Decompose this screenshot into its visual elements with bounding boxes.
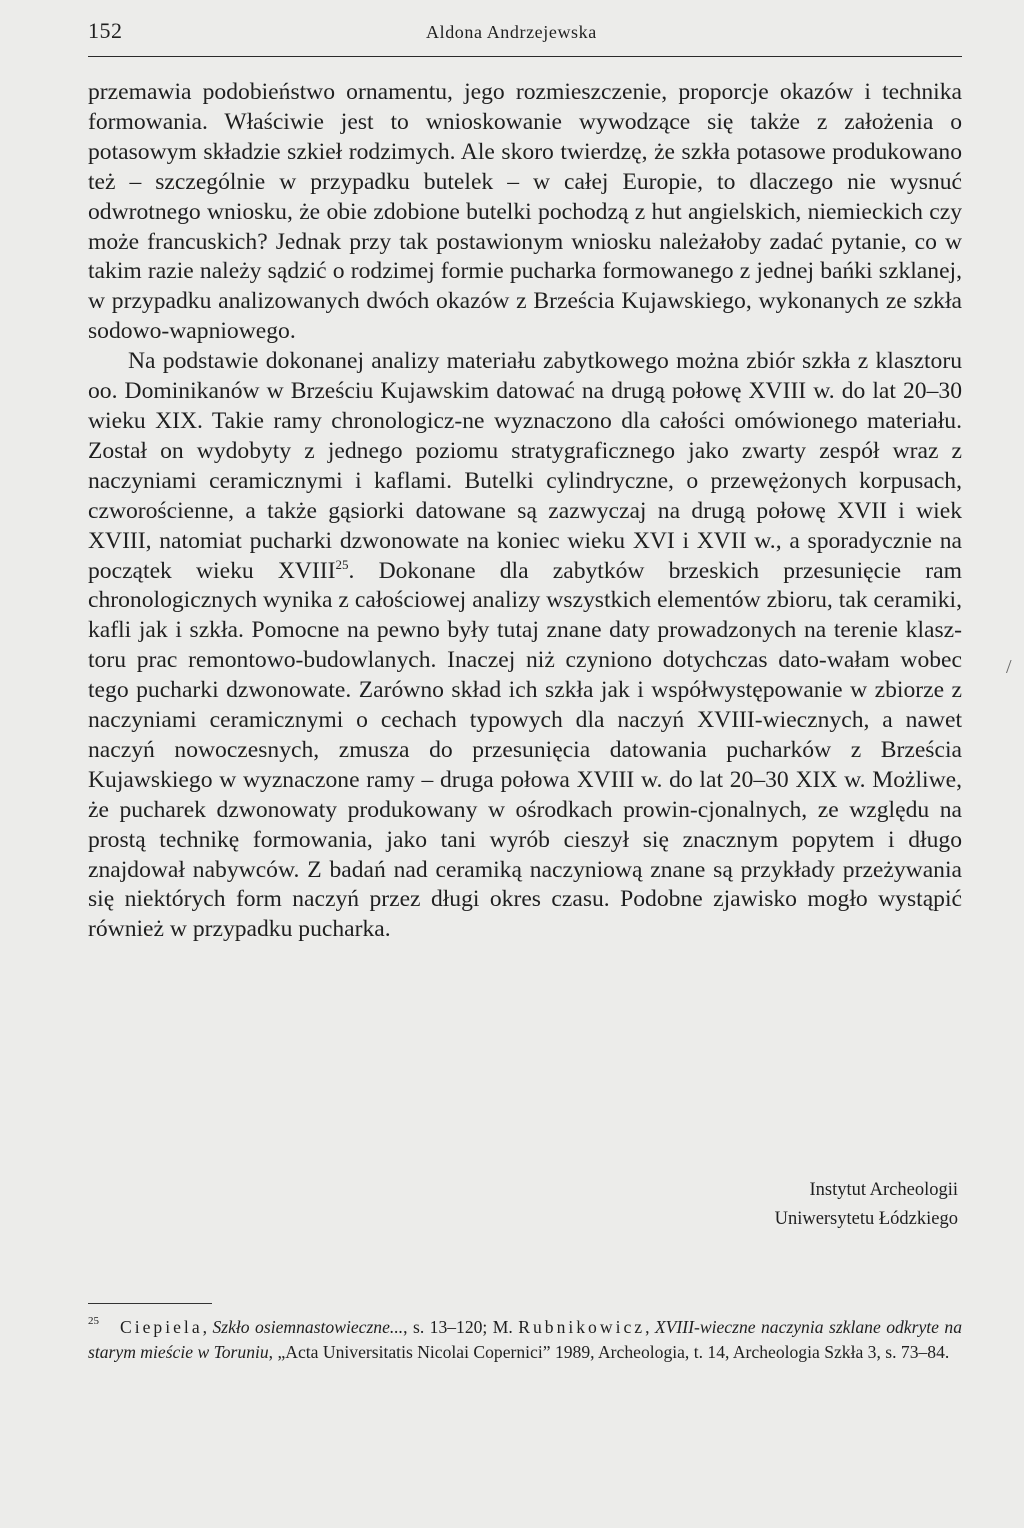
page-number: 152 <box>88 18 123 43</box>
affiliation-line-1: Instytut Archeologii <box>809 1180 958 1200</box>
paragraph-2-text-a: Na podstawie dokonanej analizy materiału zabytkowego można zbiór szkła z klasztoru oo. Dominikanów w Brześciu Kujawskim datować na drugą połowę XVIII w. do lat 20–30 wieku XIX. Takie ramy chronologicz-ne wyznaczono dla całości omówionego materiału. Został on wydobyty z jednego poziomu stratygraficznego jako zwarty zespół wraz z naczyniami ceramicznymi i kaflami. Butelki cylindryczne, o przewężonych korpusach, czworościenne, a także gąsiorki datowane są zazwyczaj na drugą połowę XVII i wiek XVIII, natomiat pucharki dzwonowate na koniec wieku XVI i XVII w., a sporadycznie na początek wieku XVIII <box>88 348 962 584</box>
paragraph-2 <box>88 347 962 945</box>
footnote-separator-1: , <box>202 1317 213 1337</box>
footnote-pages-1: , s. 13–120; M. <box>403 1317 519 1337</box>
author-affiliation <box>775 1176 958 1234</box>
running-head: Aldona Andrzejewska <box>426 22 597 42</box>
margin-mark: / <box>1006 656 1012 678</box>
footnote-reference[interactable]: 25 <box>335 556 349 572</box>
footnote-author-1: Ciepiela <box>120 1317 203 1337</box>
page-header <box>88 10 962 57</box>
paragraph-2-text-b: . Dokonane dla zabytków brzeskich przesunięcie ram chronologicznych wynika z całościowej analizy wszystkich elementów zbioru, tak ceramiki, kafli jak i szkła. Pomocne na pewno były tutaj znane daty prowadzonych na terenie klasz-toru prac remontowo-budowlanych. Inaczej niż czyniono dotychczas dato-wałam wobec tego pucharki dzwonowate. Zarówno skład ich szkła jak i współwystępowanie w zbiorze z naczyniami ceramicznymi o cechach typowych dla naczyń XVIII-wiecznych, a nawet naczyń nowoczesnych, zmusza do przesunięcia datowania pucharków z Brześcia Kujawskiego w wyznaczone ramy – druga połowa XVIII w. do lat 20–30 XIX w. Możliwe, że pucharek dzwonowaty produkowany w ośrodkach prowin-cjonalnych, ze względu na prostą technikę formowania, jako tani wyrób cieszył się znacznym popytem i długo znajdował nabywców. Z badań nad ceramiką naczyniową znane są przykłady przeżywania się niektórych form naczyń przez długi okres czasu. Podobne zjawisko mogło wystąpić również w przypadku pucharka. <box>88 557 962 943</box>
footnote-title-1: Szkło osiemnastowieczne... <box>212 1317 404 1337</box>
affiliation-line-2: Uniwersytetu Łódzkiego <box>774 1209 958 1229</box>
footnotes <box>88 1315 962 1365</box>
footnote-title-2: XVIII-wieczne naczynia szklane odkryte na starym mieście w Toruniu <box>88 1317 962 1362</box>
footnote-mark: 25 <box>88 1315 99 1327</box>
footnote-25 <box>88 1315 962 1365</box>
paragraph-1: przemawia podobieństwo ornamentu, jego rozmieszczenie, proporcje okazów i technika formowania. Właściwie jest to wnioskowanie wywodzące się także z założenia o potasowym składzie szkieł rodzimych. Ale skoro twierdzę, że szkła potasowe produkowano też – szczególnie w przypadku butelek – w całej Europie, to dlaczego nie wysnuć odwrotnego wniosku, że obie zdobione butelki pochodzą z hut angielskich, niemieckich czy może francuskich? Jednak przy tak postawionym wniosku należałoby zadać pytanie, co w takim razie należy sądzić o rodzimej formie pucharka formowanego z jednej bańki szklanej, w przypadku analizowanych dwóch okazów z Brześcia Kujawskiego, wykonanych ze szkła sodowo-wapniowego. <box>88 79 962 345</box>
body-text <box>88 78 962 945</box>
footnote-rest: , „Acta Universitatis Nicolai Copernici” 1989, Archeologia, t. 14, Archeologia Szkła 3, s. 73–84. <box>268 1342 950 1362</box>
footnote-text <box>88 1315 962 1365</box>
footnote-author-2: Rubnikowicz <box>518 1317 646 1337</box>
footnote-separator <box>88 1303 212 1304</box>
footnote-separator-2: , <box>645 1317 655 1337</box>
